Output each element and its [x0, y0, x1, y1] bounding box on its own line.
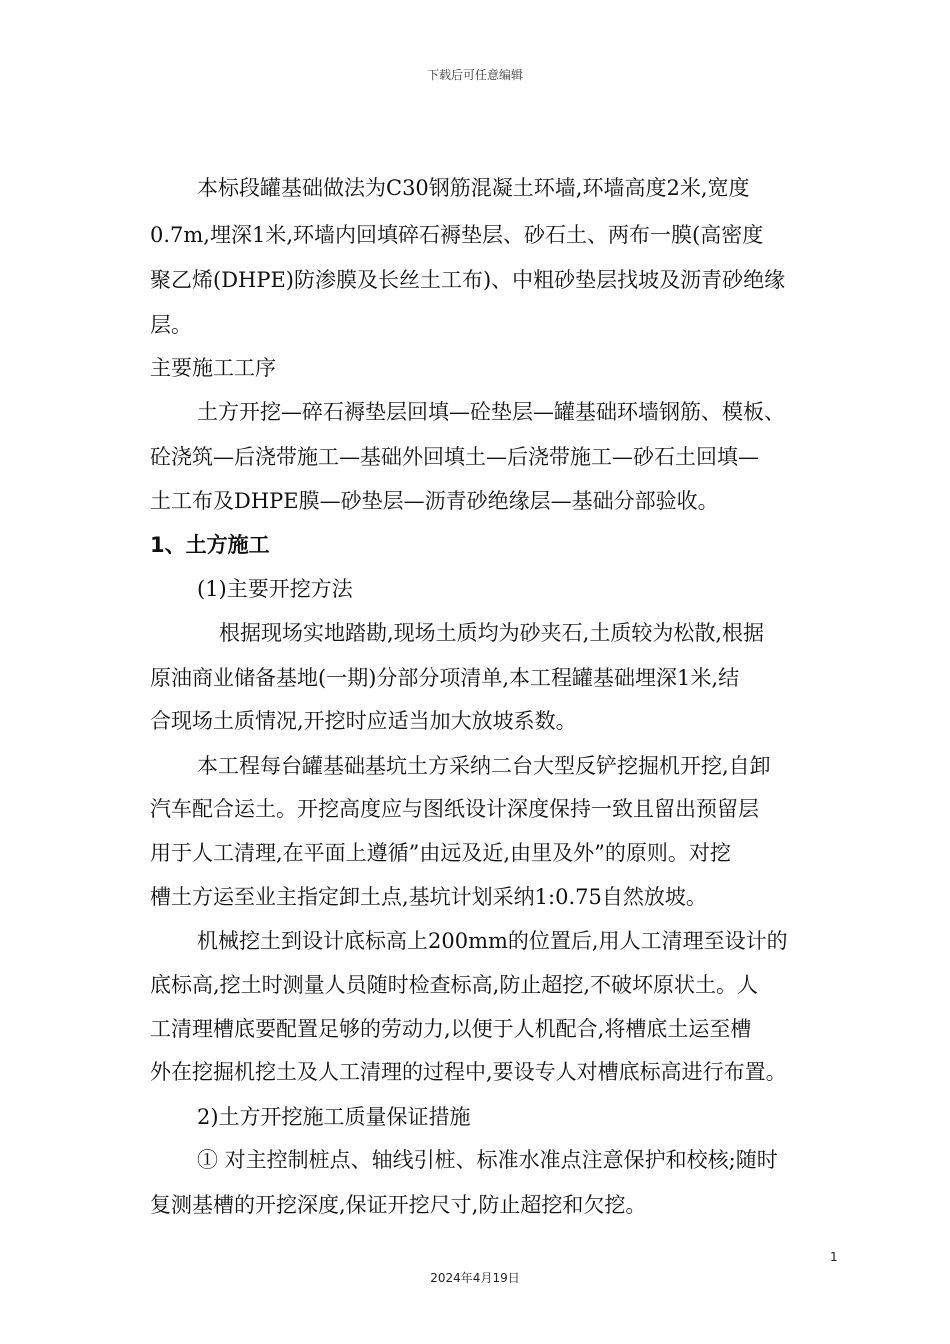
paragraph-line: 本工程每台罐基础基坑土方采纳二台大型反铲挖掘机开挖,自卸: [197, 754, 771, 778]
page-number: 1: [830, 1250, 838, 1264]
paragraph-line: 根据现场实地踏勘,现场土质均为砂夹石,土质较为松散,根据: [219, 621, 765, 645]
paragraph-line: 合现场土质情况,开挖时应适当加大放坡系数。: [150, 709, 577, 733]
paragraph-line: 0.7m,埋深1米,环墙内回填碎石褥垫层、砂石土、两布一膜(高密度: [150, 223, 764, 247]
section-heading: 1、土方施工: [150, 533, 270, 557]
subsection-heading: (1)主要开挖方法: [197, 577, 353, 601]
paragraph-line: 槽土方运至业主指定卸土点,基坑计划采纳1:0.75自然放坡。: [150, 885, 707, 909]
paragraph-line: 外在挖掘机挖土及人工清理的过程中,要设专人对槽底标高进行布置。: [150, 1060, 787, 1084]
paragraph-line: 土方开挖—碎石褥垫层回填—砼垫层—罐基础环墙钢筋、模板、: [197, 400, 785, 424]
paragraph-line: 用于人工清理,在平面上遵循”由远及近,由里及外”的原则。对挖: [150, 841, 731, 865]
footer-date: 2024年4月19日: [430, 1271, 520, 1285]
paragraph-line: 原油商业储备基地(一期)分部分项清单,本工程罐基础埋深1米,结: [150, 666, 740, 690]
page-header: 下载后可任意编辑: [426, 68, 523, 82]
paragraph-line: 砼浇筑—后浇带施工—基础外回填土—后浇带施工—砂石土回填—: [150, 445, 759, 469]
paragraph-line: 底标高,挖土时测量人员随时检查标高,防止超挖,不破坏原状土。人: [150, 973, 759, 997]
paragraph-line: 聚乙烯(DHPE)防渗膜及长丝土工布)、中粗砂垫层找坡及沥青砂绝缘: [150, 268, 786, 292]
subsection-heading: 2)土方开挖施工质量保证措施: [197, 1105, 471, 1129]
paragraph-line: 机械挖土到设计底标高上200mm的位置后,用人工清理至设计的: [197, 929, 788, 953]
paragraph-line: 土工布及DHPE膜—砂垫层—沥青砂绝缘层—基础分部验收。: [150, 489, 719, 513]
paragraph-line: 复测基槽的开挖深度,保证开挖尺寸,防止超挖和欠挖。: [150, 1193, 647, 1217]
section-subtitle: 主要施工工序: [150, 356, 276, 380]
paragraph-line: 工清理槽底要配置足够的劳动力,以便于人机配合,将槽底土运至槽: [150, 1017, 752, 1041]
paragraph-line: 层。: [150, 313, 192, 337]
paragraph-line: 汽车配合运土。开挖高度应与图纸设计深度保持一致且留出预留层: [150, 797, 759, 821]
paragraph-line: ① 对主控制桩点、轴线引桩、标准水准点注意保护和校核;随时: [197, 1148, 778, 1172]
paragraph-line: 本标段罐基础做法为C30钢筋混凝土环墙,环墙高度2米,宽度: [197, 176, 750, 200]
